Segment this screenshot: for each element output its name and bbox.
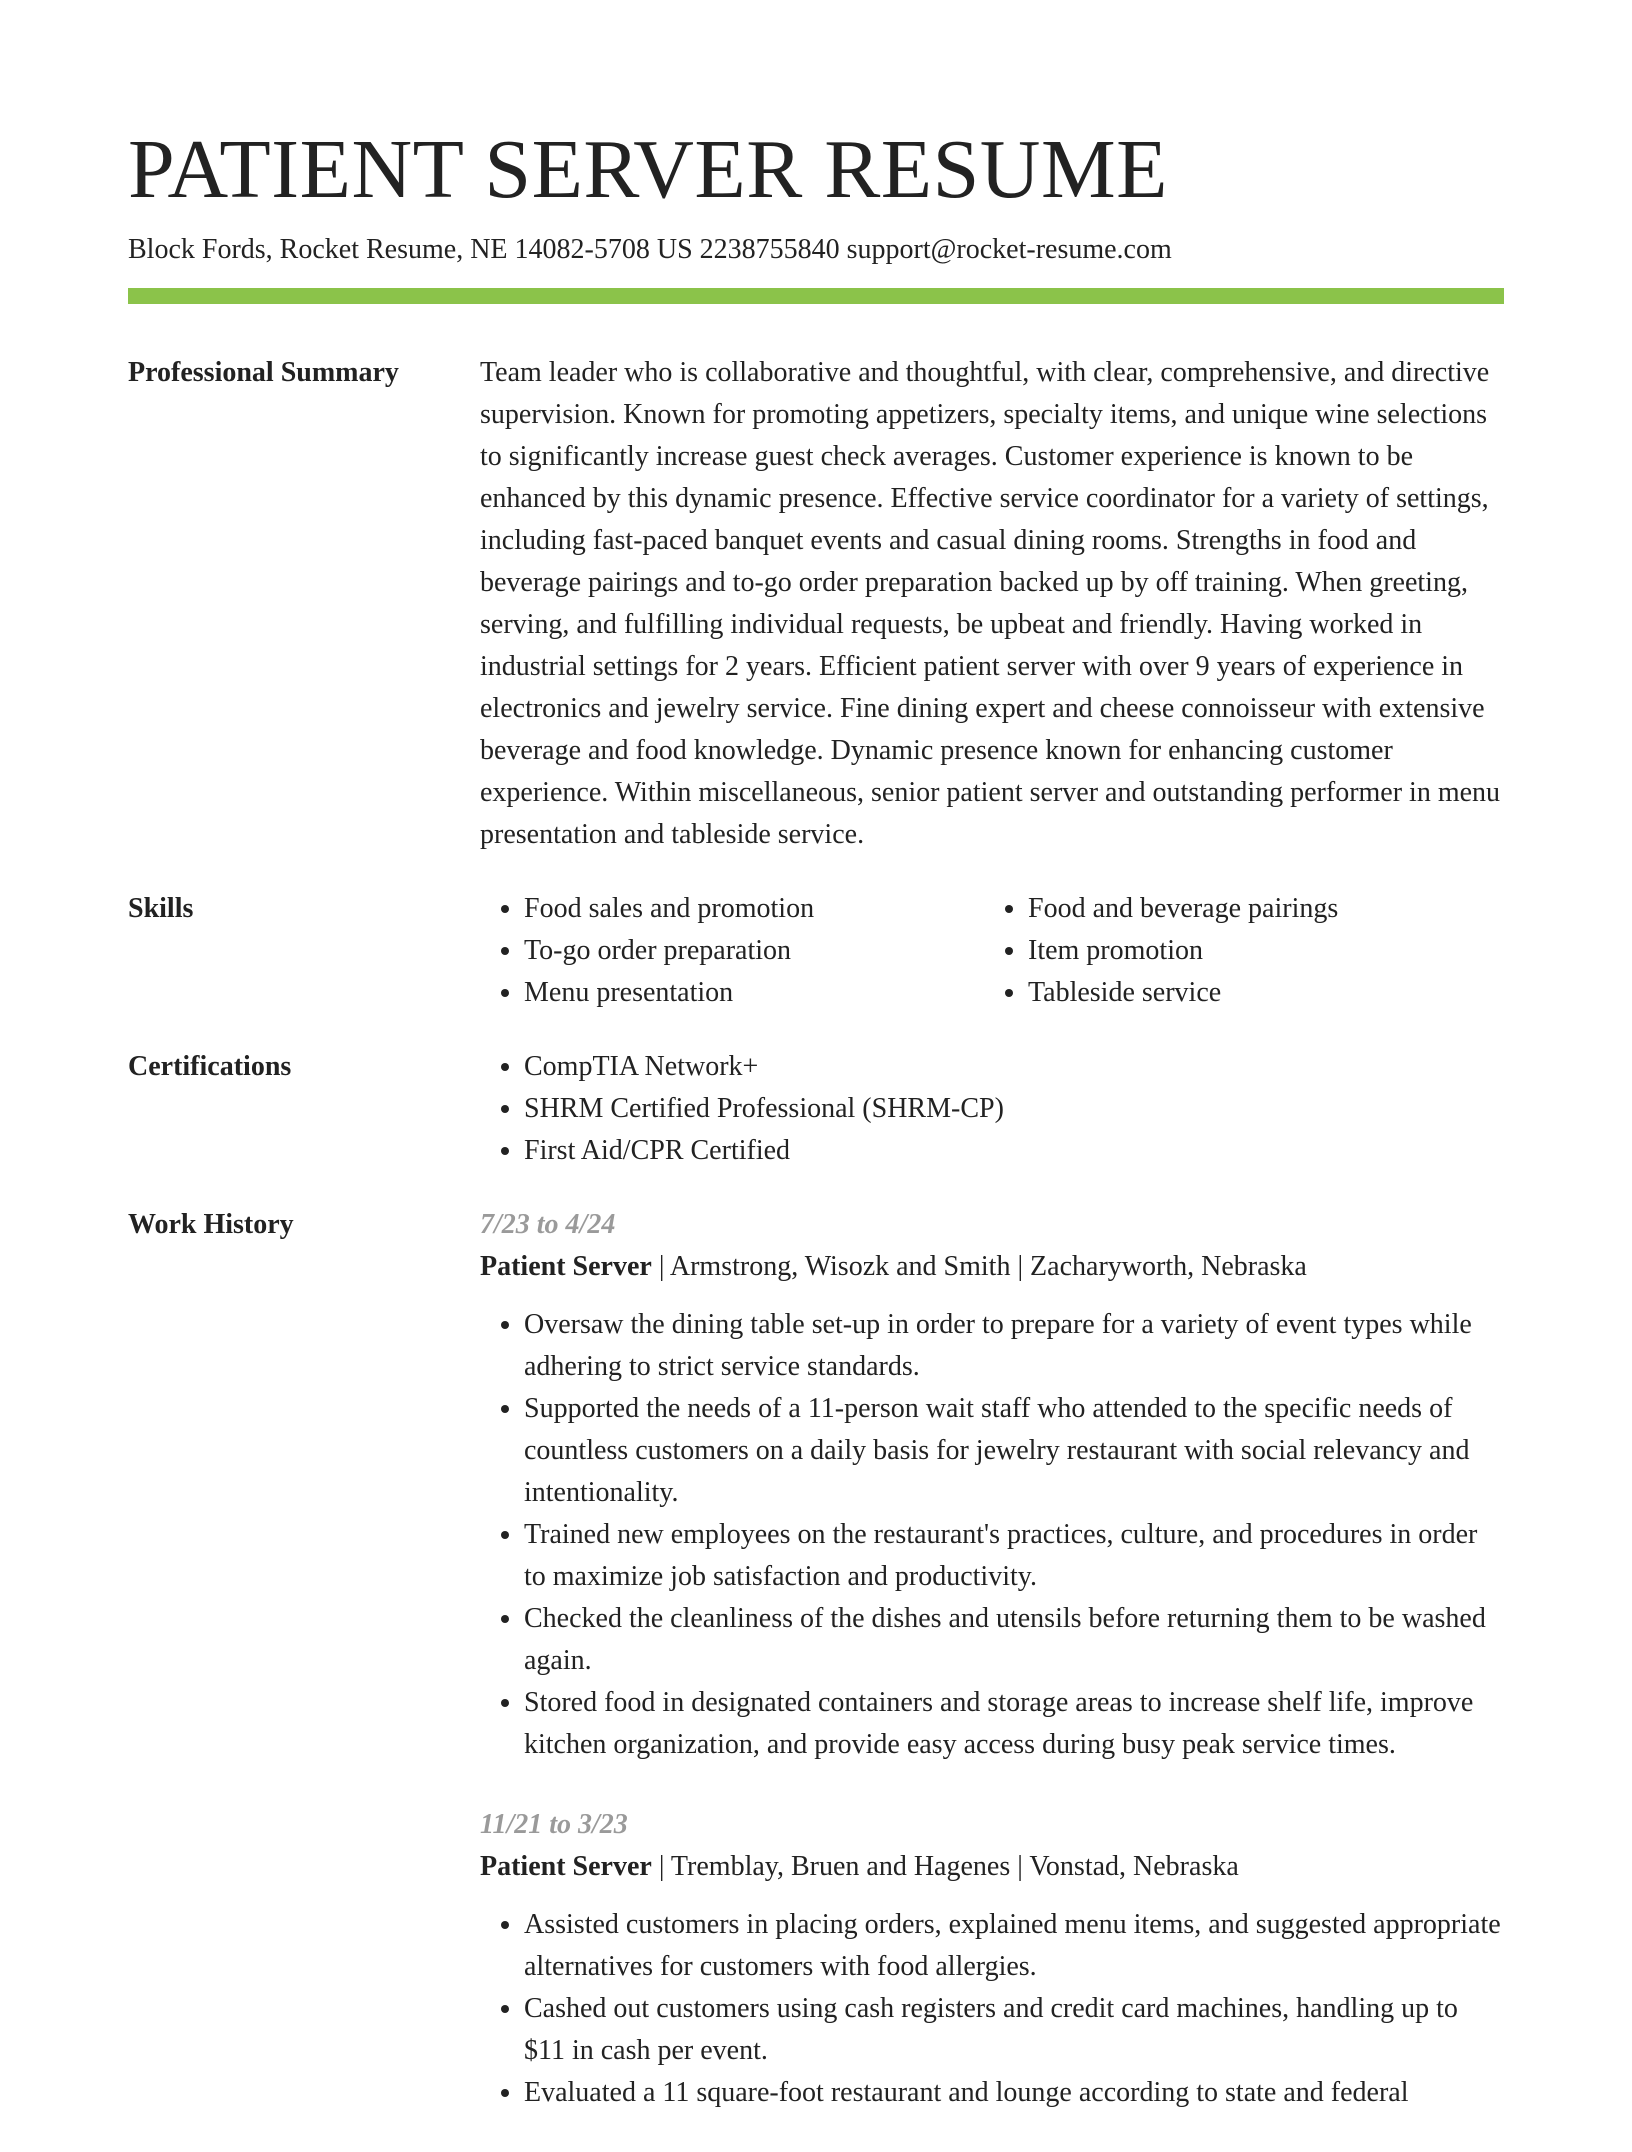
job-entry	[480, 1804, 1504, 2114]
work-history-section	[128, 1204, 1504, 2152]
accent-divider	[128, 288, 1504, 304]
job-bullets	[480, 1904, 1504, 2114]
job-bullet: • Supported the needs of a 11-person wait staff who attended to the specific needs of countless customers on a daily basis for jewelry restaurant with social relevancy and intentionality.	[524, 1388, 1504, 1514]
job-bullets	[480, 1304, 1504, 1766]
certification-item: • CompTIA Network+	[524, 1046, 1504, 1088]
skill-item: • Food sales and promotion	[524, 888, 984, 930]
contact-line: Block Fords, Rocket Resume, NE 14082-5708 US 2238755840 support@rocket-resume.com	[128, 234, 1172, 265]
job-bullet: • Cashed out customers using cash registers and credit card machines, handling up to $11 in cash per event.	[524, 1988, 1504, 2072]
job-bullet: • Oversaw the dining table set-up in order to prepare for a variety of event types while adhering to strict service standards.	[524, 1304, 1504, 1388]
skill-item: • To-go order preparation	[524, 930, 984, 972]
job-heading	[480, 1846, 1504, 1888]
certification-item: • SHRM Certified Professional (SHRM-CP)	[524, 1088, 1504, 1130]
skills-section	[128, 888, 1504, 1014]
job-bullet: • Evaluated a 11 square-foot restaurant and lounge according to state and federal	[524, 2072, 1504, 2114]
certifications-list	[480, 1046, 1504, 1172]
skill-item: • Tableside service	[1028, 972, 1504, 1014]
summary-section	[128, 352, 1504, 856]
skill-item: • Menu presentation	[524, 972, 984, 1014]
job-heading	[480, 1246, 1504, 1288]
job-company-location: | Armstrong, Wisozk and Smith | Zacharyworth, Nebraska	[651, 1251, 1307, 1282]
certifications-label: Certifications	[128, 1051, 292, 1082]
skill-item: • Food and beverage pairings	[1028, 888, 1504, 930]
job-title: Patient Server	[480, 1851, 652, 1882]
job-bullet: • Assisted customers in placing orders, explained menu items, and suggested appropriate alternatives for customers with food allergies.	[524, 1904, 1504, 1988]
skills-label: Skills	[128, 893, 194, 924]
job-bullet: • Stored food in designated containers and storage areas to increase shelf life, improve kitchen organization, and provide easy access during busy peak service times.	[524, 1682, 1504, 1766]
skills-list-left	[480, 888, 984, 1014]
skill-item: • Item promotion	[1028, 930, 1504, 972]
job-bullet: • Checked the cleanliness of the dishes and utensils before returning them to be washed again.	[524, 1598, 1504, 1682]
resume-title: PATIENT SERVER RESUME	[128, 123, 1168, 216]
certifications-section	[128, 1046, 1504, 1172]
summary-label: Professional Summary	[128, 357, 399, 388]
skills-list-right	[984, 888, 1504, 1014]
job-bullet: • Trained new employees on the restaurant's practices, culture, and procedures in order to maximize job satisfaction and productivity.	[524, 1514, 1504, 1598]
job-company-location: | Tremblay, Bruen and Hagenes | Vonstad, Nebraska	[651, 1851, 1239, 1882]
job-entry	[480, 1204, 1504, 1766]
job-dates: 7/23 to 4/24	[480, 1209, 616, 1240]
work-history-label: Work History	[128, 1209, 294, 1240]
summary-text: Team leader who is collaborative and thoughtful, with clear, comprehensive, and directive supervision. Known for promoting appetizers, specialty items, and unique wine selections to significantly increase guest check averages. Customer experience is known to be enhanced by this dynamic presence. Effective service coordinator for a variety of settings, including fast-paced banquet events and casual dining rooms. Strengths in food and beverage pairings and to-go order preparation backed up by off training. When greeting, serving, and fulfilling individual requests, be upbeat and friendly. Having worked in industrial settings for 2 years. Efficient patient server with over 9 years of experience in electronics and jewelry service. Fine dining expert and cheese connoisseur with extensive beverage and food knowledge. Dynamic presence known for enhancing customer experience. Within miscellaneous, senior patient server and outstanding performer in menu presentation and tableside service.	[480, 357, 1501, 850]
job-dates: 11/21 to 3/23	[480, 1809, 628, 1840]
certification-item: • First Aid/CPR Certified	[524, 1130, 1504, 1172]
job-title: Patient Server	[480, 1251, 652, 1282]
